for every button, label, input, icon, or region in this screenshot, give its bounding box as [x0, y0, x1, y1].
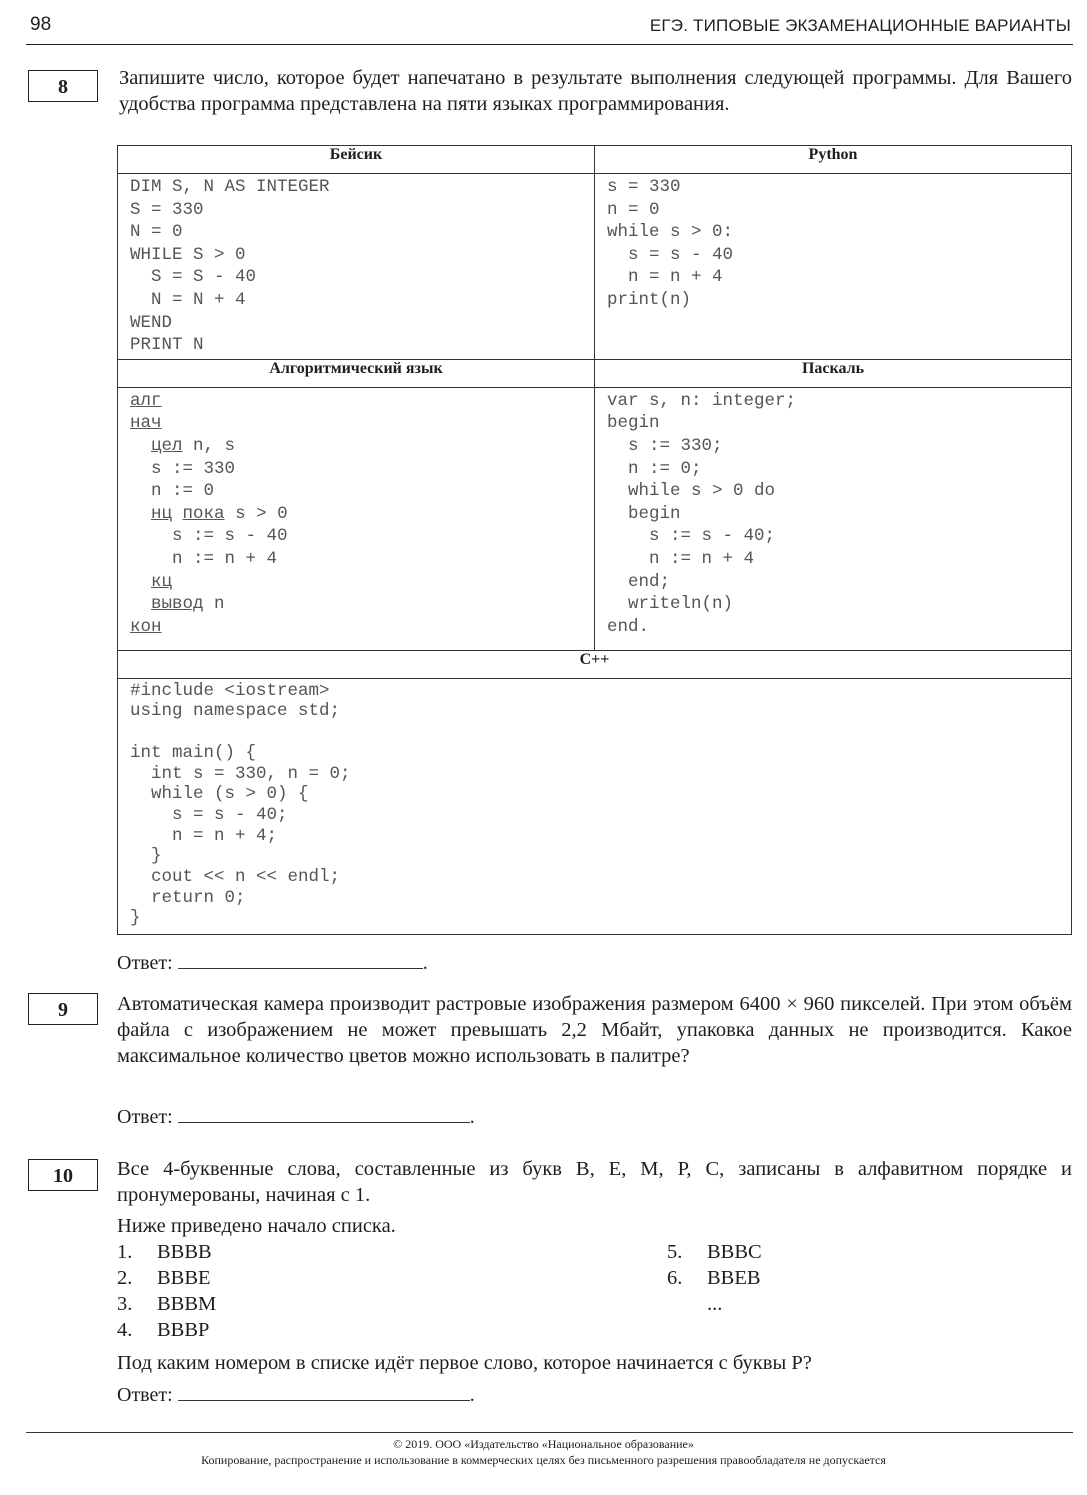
- list-item: 5. ВВВС: [667, 1241, 762, 1263]
- answer-9: Ответ: .: [117, 1106, 475, 1128]
- header-divider: [26, 44, 1073, 45]
- answer-8-field[interactable]: [178, 952, 423, 969]
- word-list-right: [667, 1239, 762, 1317]
- pascal-header: Паскаль: [595, 359, 1072, 387]
- question-10-question: Под каким номером в списке идёт первое слово, которое начинается с буквы Р?: [117, 1352, 812, 1374]
- list-item: 3. ВВВМ: [117, 1293, 217, 1315]
- page-number: 98: [30, 14, 52, 35]
- python-header: Python: [595, 146, 1072, 174]
- question-10-intro: Ниже приведено начало списка.: [117, 1215, 396, 1237]
- list-item: ...: [707, 1293, 723, 1315]
- algo-header: Алгоритмический язык: [118, 359, 595, 387]
- question-9-text: Автоматическая камера производит растровые изображения размером 6400 × 960 пикселей. При этом объём файла с изображением не может превышать 2,2 Мбайт, упаковка данных не производится. Какое максимальное количество цветов можно использовать в палитре?: [117, 993, 1072, 1067]
- list-item: 4. ВВВР: [117, 1319, 210, 1341]
- footer-copyright: © 2019. ООО «Издательство «Национальное образование»: [393, 1437, 694, 1451]
- question-8-text: Запишите число, которое будет напечатано в результате выполнения следующей программы. Для Вашего удобства программа представлена на пяти языках программирования.: [119, 67, 1072, 115]
- question-9-number: 9: [28, 993, 98, 1025]
- question-10-number: 10: [28, 1159, 98, 1191]
- cpp-code: #include <iostream> using namespace std; int main() { int s = 330, n = 0; while (s > 0) { s = s - 40; n = n + 4; } cout << n << endl; return 0; }: [130, 680, 351, 929]
- question-10-text: Все 4-буквенные слова, составленные из букв В, Е, М, Р, С, записаны в алфавитном порядке и пронумерованы, начиная с 1.: [117, 1158, 1072, 1206]
- list-item: 2. ВВВЕ: [117, 1267, 211, 1289]
- list-item: 6. ВВЕВ: [667, 1267, 761, 1289]
- footer-notice: Копирование, распространение и использование в коммерческих целях без письменного разрешения правообладателя не допускается: [201, 1453, 886, 1467]
- running-title: ЕГЭ. ТИПОВЫЕ ЭКЗАМЕНАЦИОННЫЕ ВАРИАНТЫ: [649, 16, 1071, 35]
- answer-9-field[interactable]: [178, 1106, 470, 1123]
- answer-10-field[interactable]: [178, 1384, 470, 1401]
- answer-8: Ответ: .: [117, 952, 428, 974]
- list-item: 1. ВВВВ: [117, 1241, 212, 1263]
- word-list-left: [117, 1239, 216, 1343]
- pascal-code: var s, n: integer; begin s := 330; n := 0; while s > 0 do begin s := s - 40; n := n + 4 end; writeln(n) end.: [607, 390, 797, 637]
- basic-code: DIM S, N AS INTEGER S = 330 N = 0 WHILE S > 0 S = S - 40 N = N + 4 WEND PRINT N: [130, 177, 330, 356]
- cpp-header: C++: [118, 650, 1072, 678]
- question-8-number: 8: [28, 70, 98, 102]
- answer-10: Ответ: .: [117, 1384, 475, 1406]
- footer-divider: [26, 1432, 1073, 1433]
- code-table: [117, 145, 1072, 935]
- basic-header: Бейсик: [118, 146, 595, 174]
- python-code: s = 330 n = 0 while s > 0: s = s - 40 n = n + 4 print(n): [607, 177, 734, 310]
- algo-code: алг нач цел n, s s := 330 n := 0 нц пока s > 0 s := s - 40 n := n + 4 кц вывод n кон: [130, 390, 288, 637]
